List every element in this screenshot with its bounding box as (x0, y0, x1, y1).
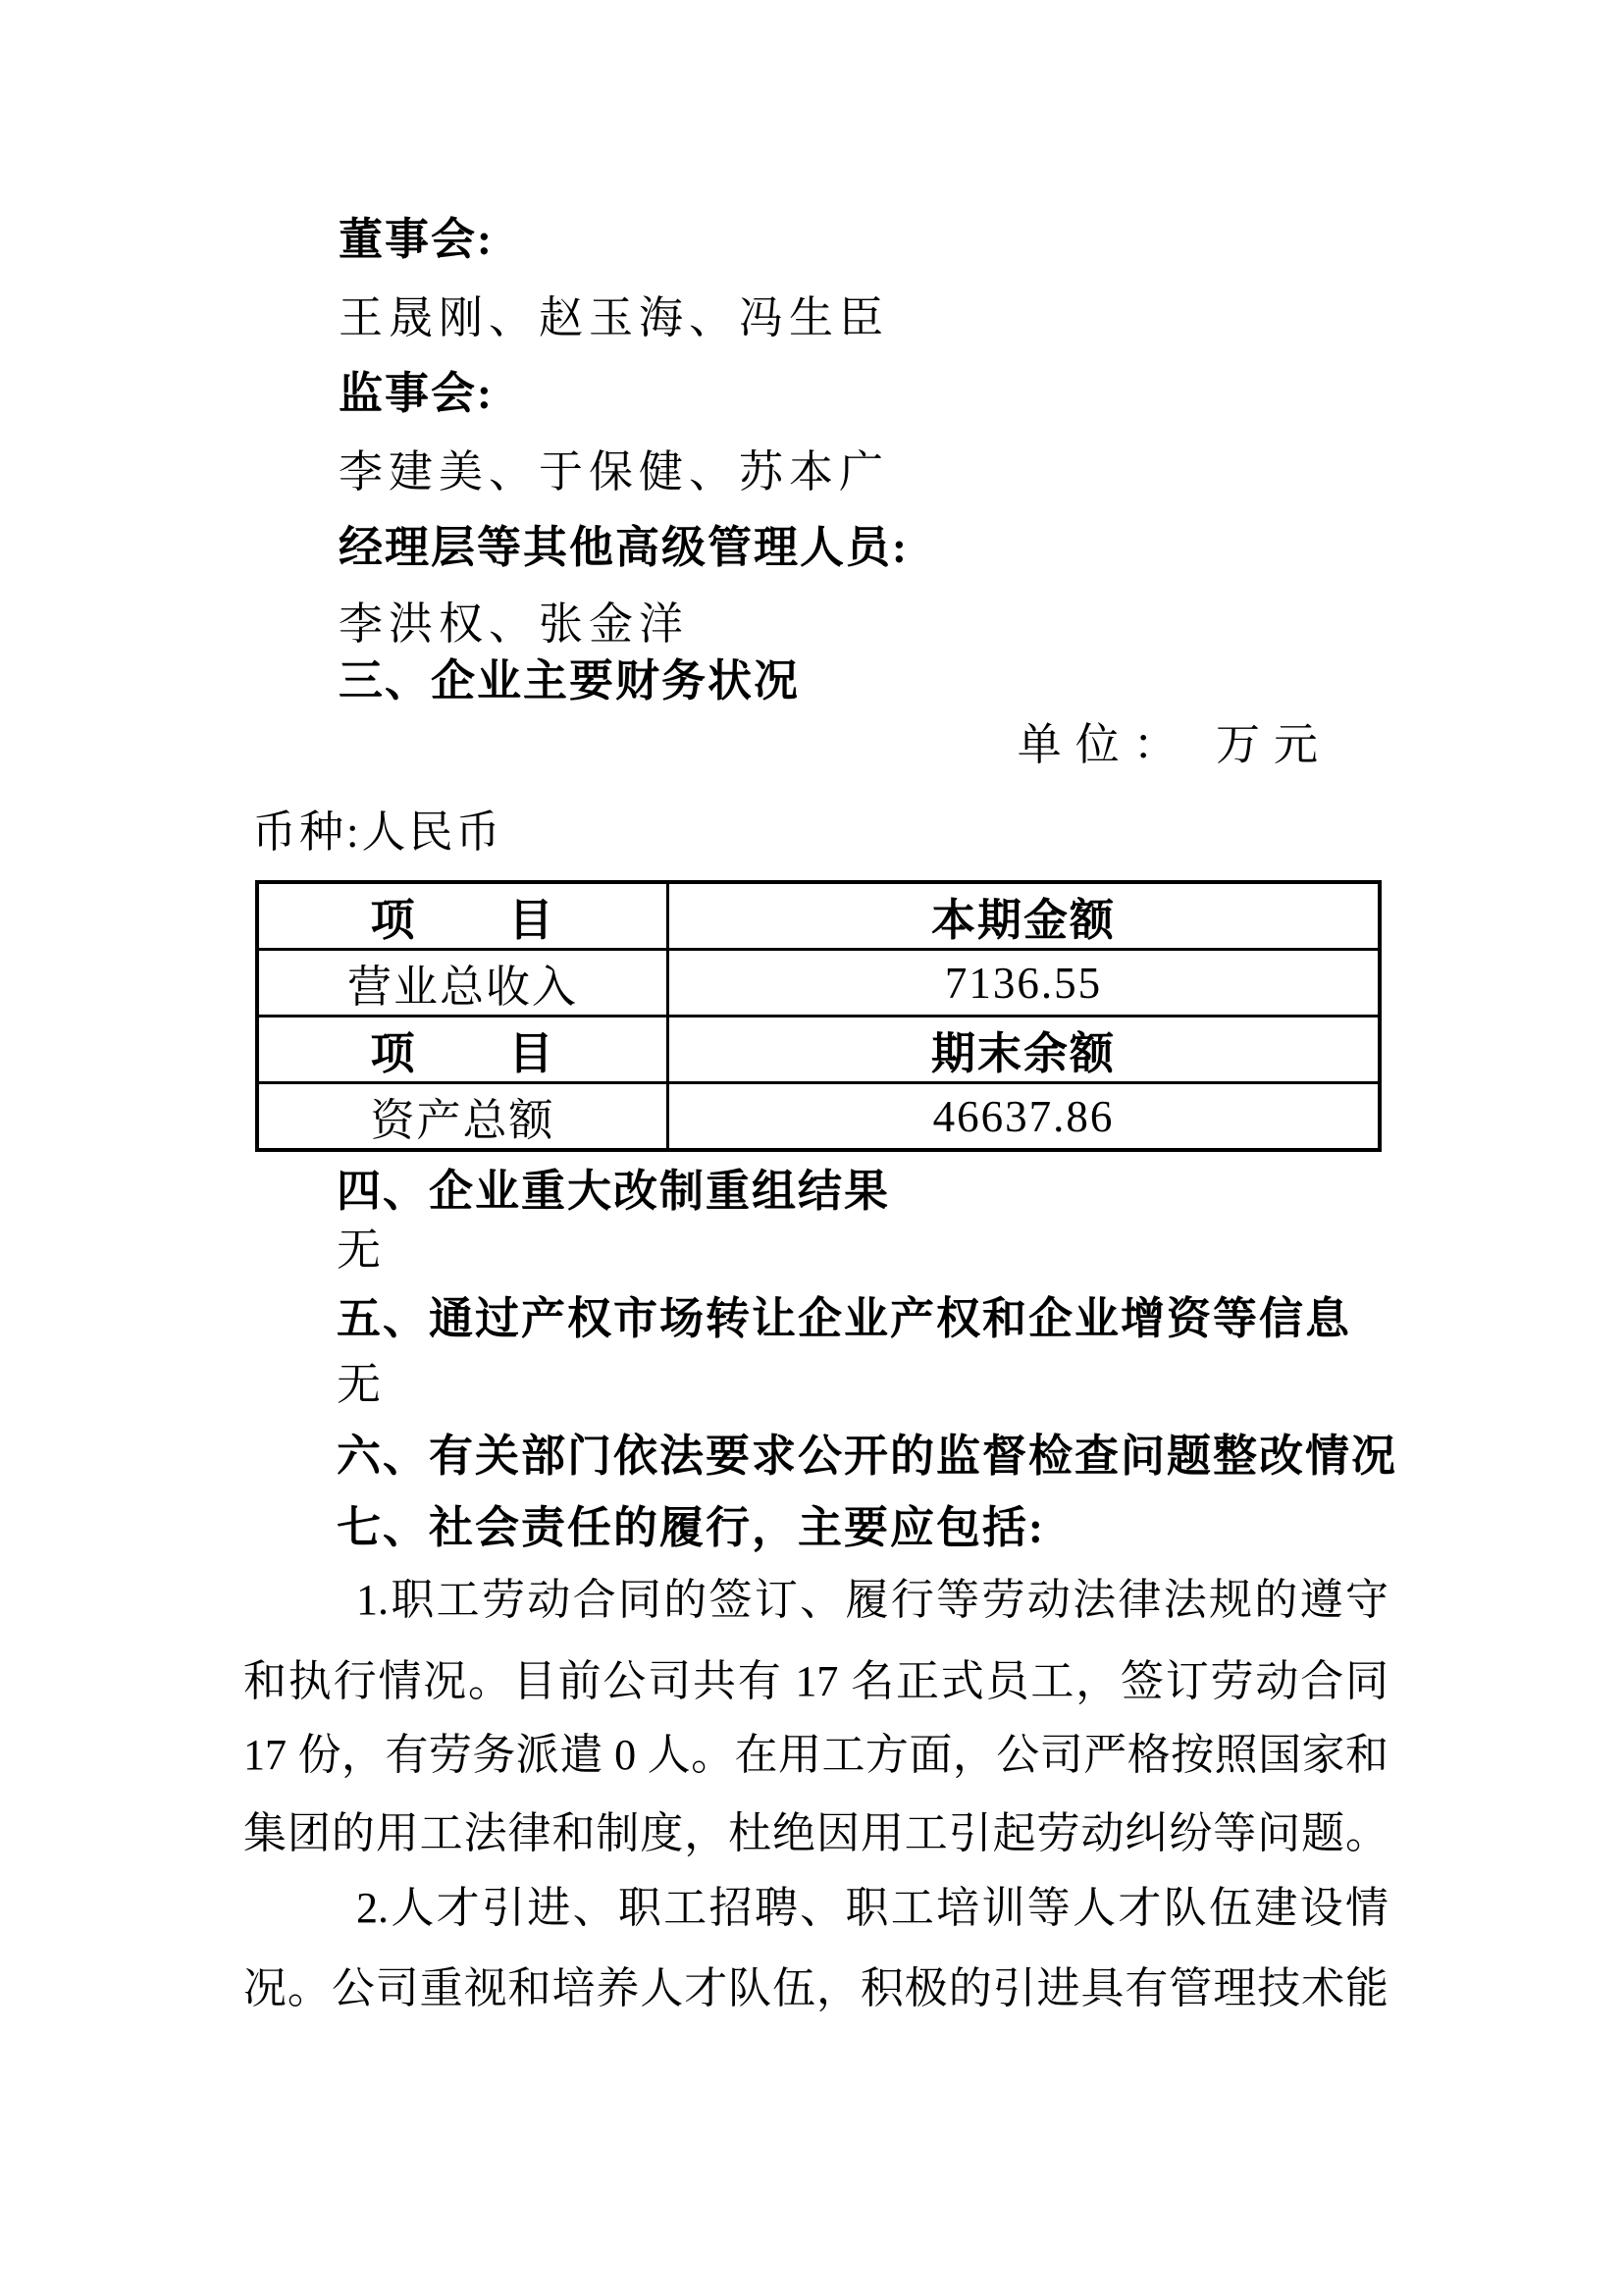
paragraph-line: 2.人才引进、职工招聘、职工培训等人才队伍建设情 (356, 1884, 1388, 1932)
paragraph-line: 1.职工劳动合同的签订、履行等劳动法律法规的遵守 (356, 1576, 1388, 1624)
section-four-heading: 四、企业重大改制重组结果 (337, 1167, 891, 1216)
paragraph-line: 17 份，有劳务派遣 0 人。在用工方面，公司严格按照国家和 (243, 1731, 1388, 1779)
finance-heading: 三、企业主要财务状况 (339, 656, 801, 705)
paragraph-line: 集团的用工法律和制度，杜绝因用工引起劳动纠纷等问题。 (243, 1809, 1388, 1857)
section-four-body: 无 (337, 1226, 382, 1275)
table-header-amount: 本期金额 (668, 882, 1381, 950)
currency-note: 币种:人民币 (252, 808, 503, 857)
table-header-item: 项 目 (257, 1017, 668, 1083)
section-five-body: 无 (337, 1360, 382, 1409)
finance-table (255, 880, 1382, 1152)
table-cell-value: 46637.86 (668, 1083, 1381, 1151)
board-members-line: 王晟刚、赵玉海、冯生臣 (339, 293, 890, 342)
table-row (257, 882, 1380, 950)
paragraph-line: 况。公司重视和培养人才队伍，积极的引进具有管理技术能 (243, 1964, 1388, 2012)
management-members-line: 李洪权、张金洋 (339, 600, 690, 649)
paragraph-line: 和执行情况。目前公司共有 17 名正式员工，签订劳动合同 (243, 1657, 1388, 1705)
table-header-balance: 期末余额 (668, 1017, 1381, 1083)
table-row (257, 950, 1380, 1017)
table-cell-item: 资产总额 (257, 1083, 668, 1151)
section-six-heading: 六、有关部门依法要求公开的监督检查问题整改情况 (337, 1432, 1398, 1481)
section-seven-heading: 七、社会责任的履行，主要应包括: (337, 1503, 1045, 1552)
table-header-item: 项 目 (257, 882, 668, 950)
management-heading: 经理层等其他高级管理人员: (339, 523, 909, 572)
table-row (257, 1083, 1380, 1151)
table-cell-item: 营业总收入 (257, 950, 668, 1017)
supervisory-members-line: 李建美、于保健、苏本广 (339, 447, 890, 496)
table-cell-value: 7136.55 (668, 950, 1381, 1017)
section-five-heading: 五、通过产权市场转让企业产权和企业增资等信息 (337, 1294, 1352, 1343)
board-heading: 董事会: (339, 215, 494, 264)
supervisory-heading: 监事会: (339, 369, 494, 418)
unit-note: 单位： 万元 (1017, 720, 1332, 769)
table-row (257, 1017, 1380, 1083)
